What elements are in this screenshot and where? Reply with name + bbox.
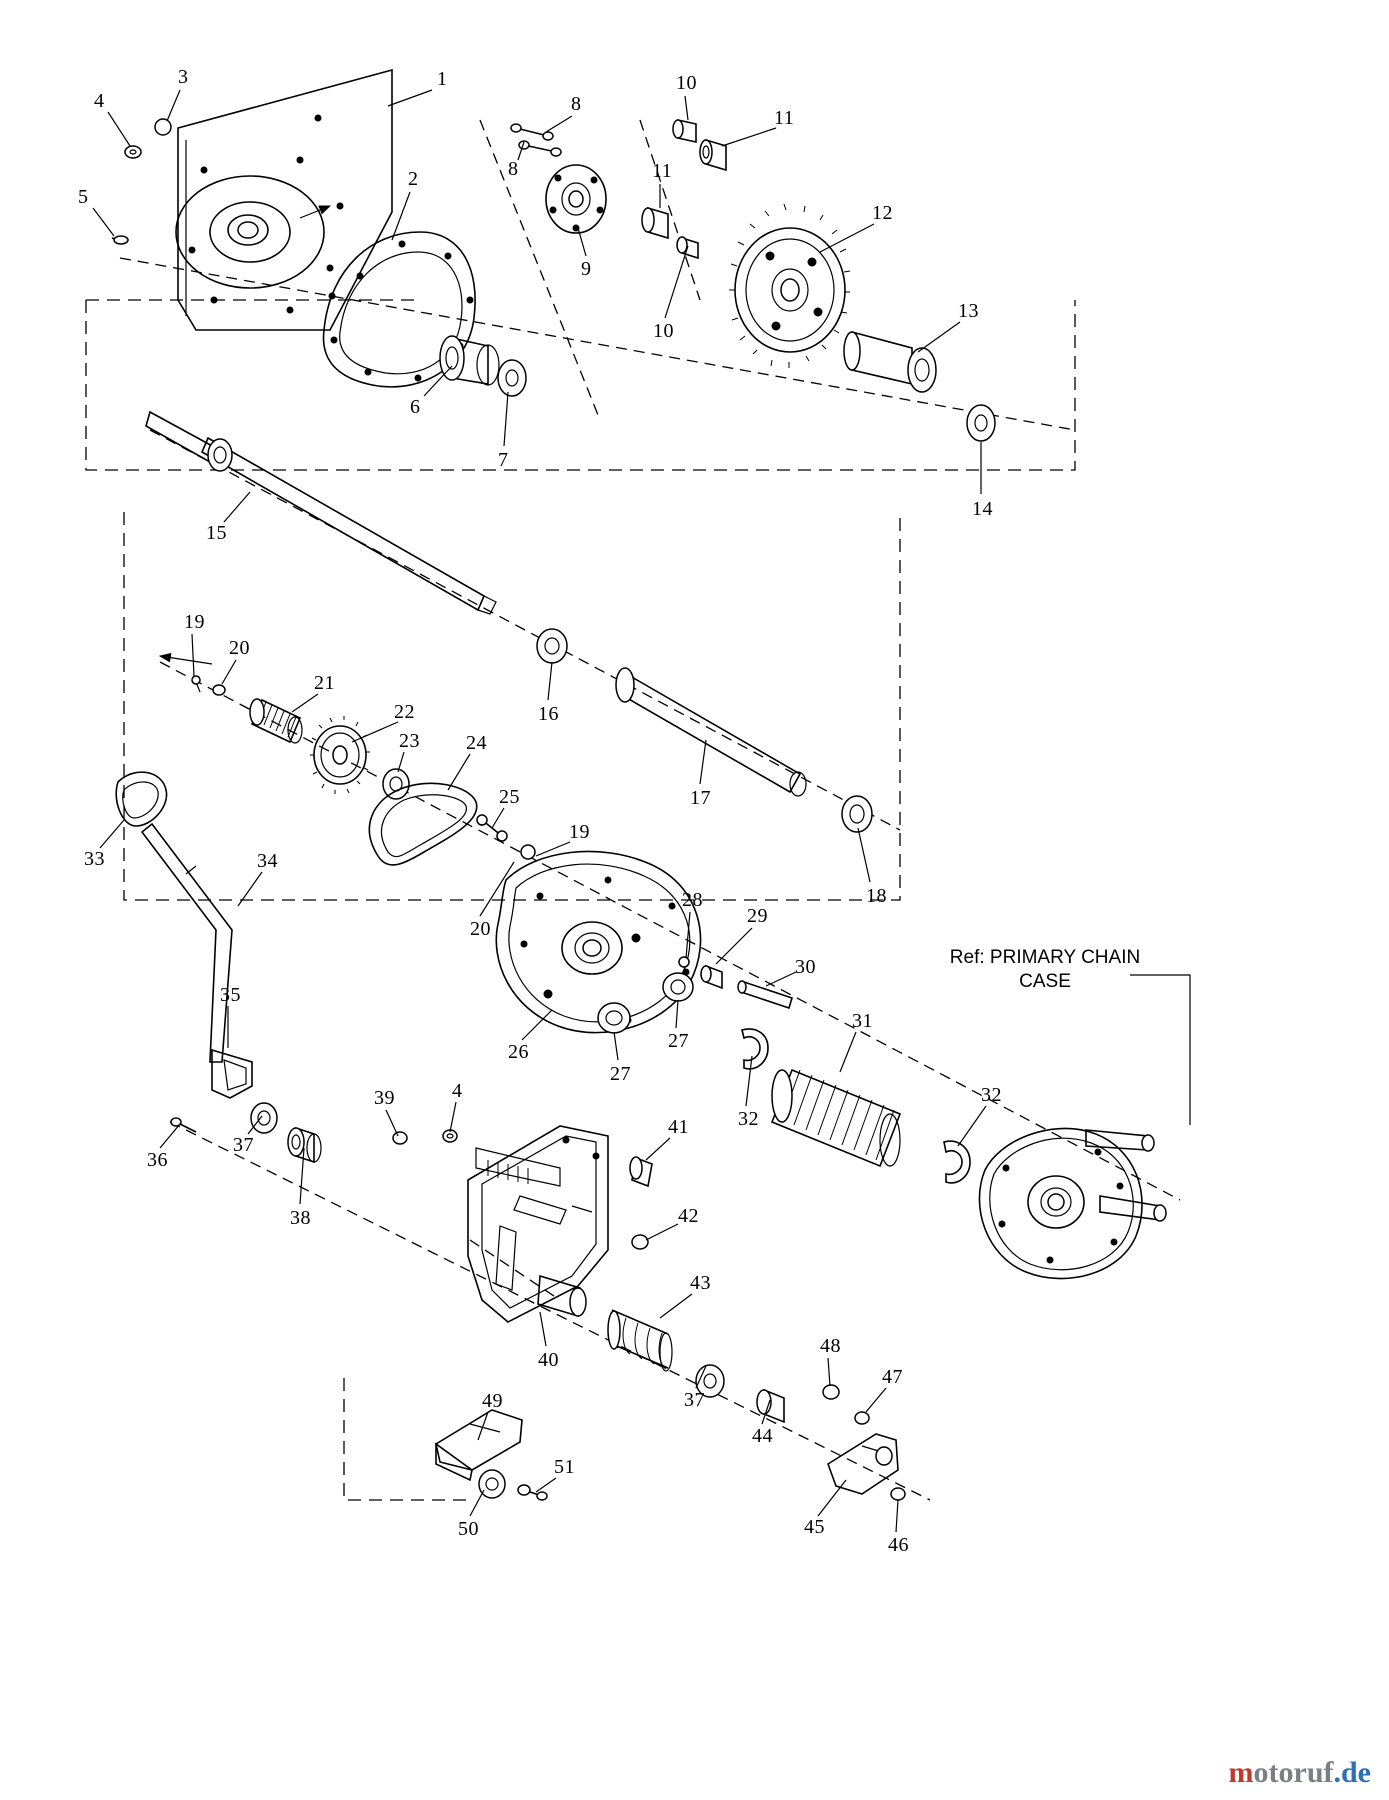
callout-3: 3 bbox=[178, 66, 189, 88]
callout-leader bbox=[685, 96, 688, 120]
callout-leader bbox=[958, 1106, 986, 1146]
callout-leader bbox=[470, 1490, 484, 1516]
callout-leader bbox=[546, 116, 572, 132]
callout-42: 42 bbox=[678, 1205, 699, 1227]
callout-31: 31 bbox=[852, 1010, 873, 1032]
callout-leader bbox=[820, 224, 874, 252]
callout-25: 25 bbox=[499, 786, 520, 808]
watermark-part3: .de bbox=[1333, 1756, 1371, 1789]
callout-9: 9 bbox=[581, 258, 592, 280]
callout-leader bbox=[700, 740, 706, 784]
callout-16: 16 bbox=[538, 703, 559, 725]
callout-leader bbox=[896, 1500, 898, 1532]
callout-leader bbox=[450, 1102, 456, 1132]
callout-22: 22 bbox=[394, 701, 415, 723]
callout-10b: 10 bbox=[653, 320, 674, 342]
callout-leader bbox=[192, 634, 194, 676]
callout-leader bbox=[716, 928, 752, 964]
callout-26: 26 bbox=[508, 1041, 529, 1063]
callout-leader bbox=[108, 112, 130, 146]
callout-14: 14 bbox=[972, 498, 993, 520]
callout-leader bbox=[746, 1056, 752, 1106]
callout-leader bbox=[448, 754, 470, 790]
callout-leader bbox=[918, 322, 960, 352]
callout-33: 33 bbox=[84, 848, 105, 870]
callout-50: 50 bbox=[458, 1518, 479, 1540]
callout-46: 46 bbox=[888, 1534, 909, 1556]
callout-leader bbox=[492, 808, 504, 828]
callout-43: 43 bbox=[690, 1272, 711, 1294]
callout-10a: 10 bbox=[676, 72, 697, 94]
callout-leader bbox=[300, 1148, 304, 1204]
watermark-part1: m bbox=[1228, 1756, 1254, 1789]
callout-leader bbox=[840, 1032, 856, 1072]
callout-leader bbox=[722, 128, 776, 146]
callout-39: 39 bbox=[374, 1087, 395, 1109]
watermark-part2: otoruf bbox=[1253, 1756, 1334, 1789]
callout-leader bbox=[828, 1358, 830, 1386]
callout-27a: 27 bbox=[610, 1063, 631, 1085]
callout-13: 13 bbox=[958, 300, 979, 322]
callout-4b: 4 bbox=[452, 1080, 463, 1102]
callout-17: 17 bbox=[690, 787, 711, 809]
callout-leader bbox=[480, 862, 514, 916]
callout-leader bbox=[766, 972, 796, 986]
reference-note-line1: Ref: PRIMARY CHAIN bbox=[949, 947, 1141, 968]
callout-37b: 37 bbox=[684, 1389, 705, 1411]
callout-8a: 8 bbox=[571, 93, 582, 115]
callout-leader bbox=[548, 662, 552, 700]
callout-11a: 11 bbox=[774, 107, 795, 129]
callout-45: 45 bbox=[804, 1516, 825, 1538]
callout-51: 51 bbox=[554, 1456, 575, 1478]
callout-leader bbox=[386, 1110, 398, 1136]
callout-12: 12 bbox=[872, 202, 893, 224]
callout-21: 21 bbox=[314, 672, 335, 694]
callout-48: 48 bbox=[820, 1335, 841, 1357]
callout-30: 30 bbox=[795, 956, 816, 978]
callout-leader bbox=[665, 246, 688, 318]
callout-leader bbox=[540, 1312, 546, 1346]
callout-leader bbox=[676, 1000, 678, 1028]
callout-36: 36 bbox=[147, 1149, 168, 1171]
callout-5: 5 bbox=[78, 186, 89, 208]
callout-6: 6 bbox=[410, 396, 421, 418]
callout-leader bbox=[504, 392, 508, 446]
callout-40: 40 bbox=[538, 1349, 559, 1371]
callout-32b: 32 bbox=[981, 1084, 1002, 1106]
callout-20b: 20 bbox=[470, 918, 491, 940]
callout-35: 35 bbox=[220, 984, 241, 1006]
callout-leader bbox=[222, 660, 236, 684]
callout-leader bbox=[93, 208, 114, 236]
callout-32a: 32 bbox=[738, 1108, 759, 1130]
reference-note bbox=[930, 946, 1160, 994]
callout-19a: 19 bbox=[184, 611, 205, 633]
callout-27b: 27 bbox=[668, 1030, 689, 1052]
callout-leader bbox=[858, 828, 870, 882]
callout-leader bbox=[646, 1138, 670, 1160]
watermark bbox=[1229, 1756, 1371, 1790]
callout-29: 29 bbox=[747, 905, 768, 927]
callout-20a: 20 bbox=[229, 637, 250, 659]
callout-leader bbox=[818, 1480, 846, 1516]
callout-leader bbox=[160, 1124, 180, 1148]
callout-4: 4 bbox=[94, 90, 105, 112]
callout-23: 23 bbox=[399, 730, 420, 752]
callout-leader bbox=[167, 90, 180, 121]
callout-leader bbox=[646, 1224, 678, 1240]
callout-44: 44 bbox=[752, 1425, 773, 1447]
callout-7: 7 bbox=[498, 449, 509, 471]
callout-leader bbox=[398, 752, 404, 772]
callout-28: 28 bbox=[682, 889, 703, 911]
callout-34: 34 bbox=[257, 850, 278, 872]
callout-leader bbox=[660, 1294, 692, 1318]
callout-41: 41 bbox=[668, 1116, 689, 1138]
callout-11b: 11 bbox=[652, 160, 673, 182]
callout-leader bbox=[388, 90, 432, 106]
callout-leader bbox=[100, 820, 124, 848]
callout-24: 24 bbox=[466, 732, 487, 754]
callout-leader bbox=[536, 1478, 556, 1492]
callout-15: 15 bbox=[206, 522, 227, 544]
callout-38: 38 bbox=[290, 1207, 311, 1229]
callout-leader bbox=[866, 1388, 886, 1412]
callout-leader bbox=[238, 872, 262, 906]
callout-8b: 8 bbox=[508, 158, 519, 180]
callout-leader bbox=[614, 1032, 618, 1060]
callout-1: 1 bbox=[437, 68, 448, 90]
callout-49: 49 bbox=[482, 1390, 503, 1412]
callout-37a: 37 bbox=[233, 1134, 254, 1156]
callout-leader bbox=[352, 722, 398, 742]
callout-leader bbox=[224, 492, 250, 522]
callout-18: 18 bbox=[866, 885, 887, 907]
callout-2: 2 bbox=[408, 168, 419, 190]
reference-note-line2: CASE bbox=[1019, 970, 1071, 992]
callout-leader bbox=[424, 366, 452, 396]
callout-19b: 19 bbox=[569, 821, 590, 843]
callout-leader bbox=[292, 694, 318, 712]
callout-47: 47 bbox=[882, 1366, 903, 1388]
